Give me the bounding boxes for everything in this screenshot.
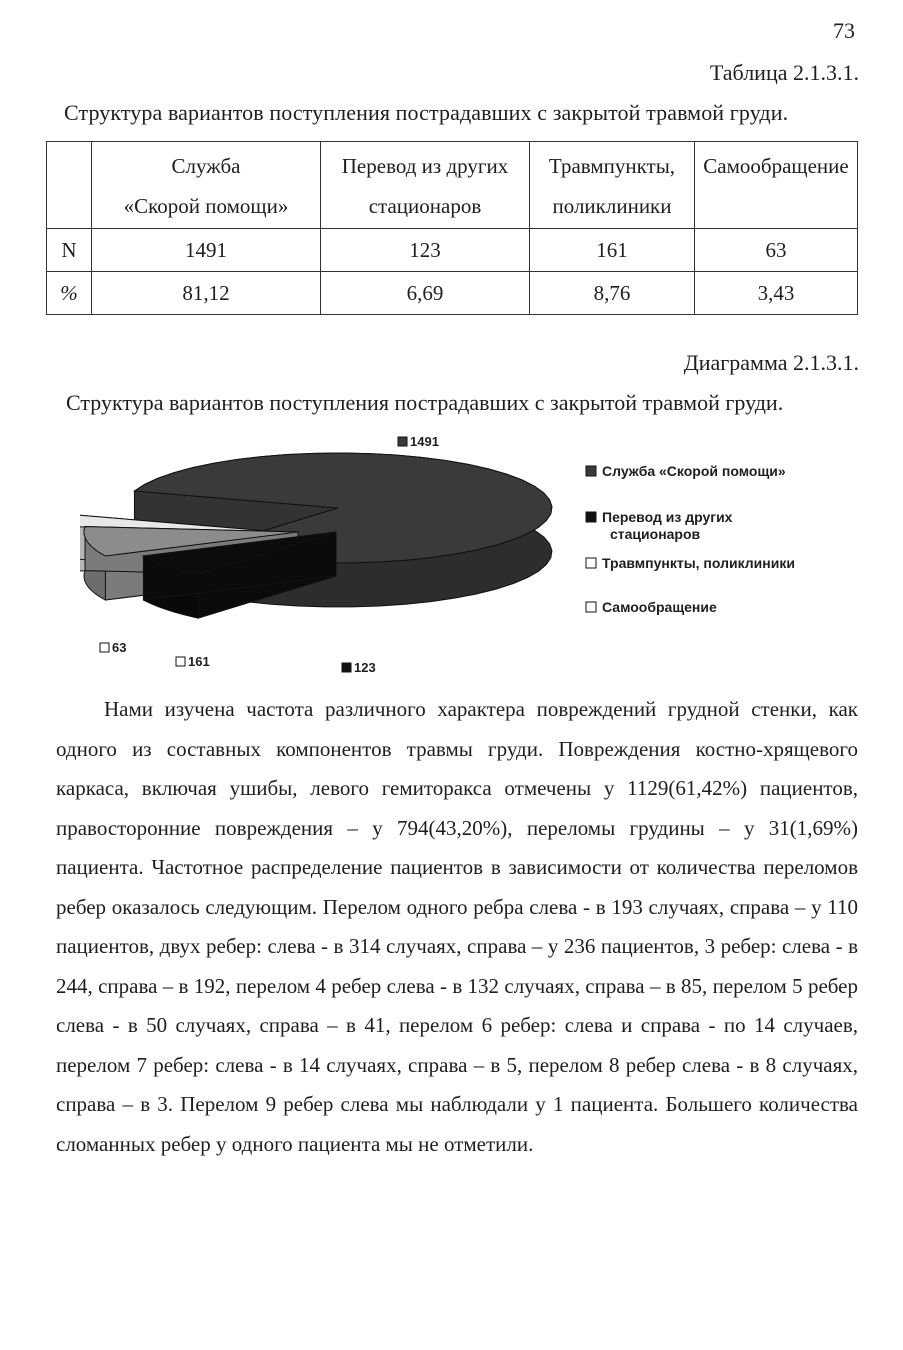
table-title: Структура вариантов поступления пострадавших с закрытой травмой груди. (64, 100, 789, 125)
header-text: Самообращение (703, 154, 849, 178)
table-row (47, 229, 858, 272)
legend-marker (586, 512, 596, 522)
pie-chart (80, 428, 860, 680)
diagram-title: Структура вариантов поступления пострадавших с закрытой травмой груди. (66, 390, 784, 415)
data-label-marker (100, 643, 109, 652)
page-number: 73 (833, 18, 855, 43)
header-cell-ambulance (92, 142, 321, 229)
body-paragraph: Нами изучена частота различного характера повреждений грудной стенки, как одного из составных компонентов травмы груди. Повреждения костно-хрящевого каркаса, включая ушибы, левого гемиторакса отмечены у 1129(61,42%) пациентов, правосторонние повреждения – у 794(43,20%), переломы грудины – у 31(1,69%) пациента. Частотное распределение пациентов в зависимости от количества переломов ребер оказалось следующим. Перелом одного ребра слева - в 193 случаях, справа – у 110 пациентов, двух ребер: слева - в 314 случаях, справа – у 236 пациентов, 3 ребер: слева - в 244, справа – в 192, перелом 4 ребер слева - в 132 случаях, справа – в 85, перелом 5 ребер слева - в 50 случаях, справа – в 41, перелом 6 ребер: слева и справа - по 14 случаев, перелом 7 ребер: слева - в 14 случаях, справа – в 5, перелом 8 ребер слева - в 8 случаях, справа – в 3. Перелом 9 ребер слева мы наблюдали у 1 пациента. Большего количества сломанных ребер у одного пациента мы не отметили. (56, 697, 858, 1156)
table-cell: 3,43 (695, 272, 858, 315)
header-cell-empty (47, 142, 92, 229)
data-label-marker (342, 663, 351, 672)
data-label-marker (398, 437, 407, 446)
table-cell: 6,69 (321, 272, 530, 315)
header-text: Служба (171, 154, 241, 178)
table-cell: 123 (321, 229, 530, 272)
table-cell: % (47, 272, 92, 315)
table-cell: 161 (530, 229, 695, 272)
pie-slices (80, 453, 552, 618)
table-row (47, 272, 858, 315)
header-cell-self-referral (695, 142, 858, 229)
data-label-marker (176, 657, 185, 666)
legend-marker (586, 602, 596, 612)
table-cell: N (47, 229, 92, 272)
header-cell-clinics (530, 142, 695, 229)
header-text: стационаров (368, 194, 482, 218)
header-text: поликлиники (552, 194, 672, 218)
legend-marker (586, 466, 596, 476)
table-cell: 81,12 (92, 272, 321, 315)
data-label: 161 (188, 654, 210, 669)
table-cell: 1491 (92, 229, 321, 272)
header-text: «Скорой помощи» (123, 194, 289, 218)
data-label: 63 (112, 640, 127, 655)
data-label: 123 (354, 660, 376, 675)
legend-item: Служба «Скорой помощи» (602, 463, 786, 479)
legend-item: стационаров (610, 526, 701, 542)
table-number: Таблица 2.1.3.1. (709, 60, 859, 85)
admission-table (46, 141, 858, 315)
header-text: Перевод из других (341, 154, 509, 178)
legend-item: Перевод из других (602, 509, 733, 525)
legend-item: Самообращение (602, 599, 717, 615)
table-cell: 63 (695, 229, 858, 272)
table-header-row (47, 142, 858, 229)
header-text: Травмпункты, (548, 154, 676, 178)
table-cell: 8,76 (530, 272, 695, 315)
data-label: 1491 (410, 434, 439, 449)
diagram-number: Диаграмма 2.1.3.1. (683, 350, 859, 375)
legend-marker (586, 558, 596, 568)
legend-item: Травмпункты, поликлиники (602, 555, 795, 571)
chart-legend (586, 463, 795, 615)
header-cell-transfer (321, 142, 530, 229)
